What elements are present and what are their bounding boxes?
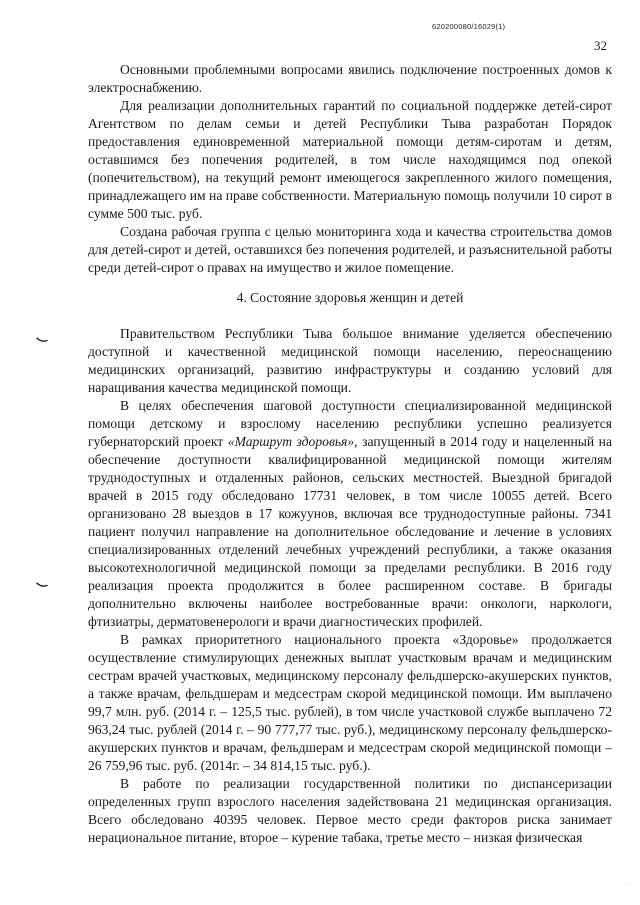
margin-tick-mark	[36, 337, 48, 343]
paragraph-text: , запущенный в 2014 году и нацеленный на обеспечение доступности квалифицированной медицинской помощи жителям труднодоступных и отдаленных районов, сельских местностей. Выездной бригадой врачей в 2015 году обследовано 17731 человек, в том числе 10055 детей. Всего организовано 28 выездов в 17 кожуунов, включая все труднодоступные районы. 7341 пациент получил направление на дополнительное обследование и лечение в условиях специализированных отделений лечебных учреждений республики, а также оказания высокотехнологичной медицинской помощи за пределами республики. В 2016 году реализация проекта продолжится в более расширенном составе. В бригады дополнительно включены наиболее востребованные врачи: онкологи, наркологи, фтизиатры, дерматовенерологи и врачи диагностических профилей.	[88, 434, 612, 629]
paragraph-text: В целях обеспечения шаговой доступности специализированной медицинской помощи детскому и взрослому населению республики успешно реализуется губернаторский проект	[88, 398, 612, 449]
paragraph: Для реализации дополнительных гарантий по социальной поддержке детей-сирот Агентством по делам семьи и детей Республики Тыва разработан Порядок предоставления единовременной материальной помощи детям-сиротам и детям, оставшимся без попечения родителей, в том числе находящимся под опекой (попечительством), на текущий ремонт имеющегося закрепленного жилого помещения, принадлежащего им на праве собственности. Материальную помощь получили 10 сирот в сумме 500 тыс. руб.	[88, 98, 612, 221]
project-name: «Маршрут здоровья»	[227, 434, 355, 449]
paragraph: Создана рабочая группа с целью мониторинга хода и качества строительства домов для детей-сирот и детей, оставшихся без попечения родителей, и разъяснительной работы среди детей-сирот о правах на имущество и жилое помещение.	[88, 224, 612, 275]
paragraph: В рамках приоритетного национального проекта «Здоровье» продолжается осуществление стимулирующих денежных выплат участковым врачам и медицинским сестрам врачей участковых, медицинскому персоналу фельдшерско-акушерских пунктов, а также врачам, фельдшерам и медсестрам скорой медицинской помощи. Им выплачено 99,7 млн. руб. (2014 г. – 125,5 тыс. рублей), в том числе участковой службе выплачено 72 963,24 тыс. рублей (2014 г. – 90 777,77 тыс. руб.), медицинскому персоналу фельдшерско-акушерских пунктов и врачам, фельдшерам и медсестрам скорой медицинской помощи – 26 759,96 тыс. руб. (2014г. – 34 814,15 тыс. руб.).	[88, 632, 612, 773]
section-heading: 4. Состояние здоровья женщин и детей	[236, 290, 464, 305]
document-body	[88, 61, 612, 847]
document-code: 620200080/16029(1)	[432, 22, 506, 31]
paragraph: Правительством Республики Тыва большое внимание уделяется обеспечению доступной и качественной медицинской помощи населению, переоснащению медицинских организаций, развитию инфраструктуры и созданию условий для наращивания качества медицинской помощи.	[88, 326, 612, 395]
paragraph: В работе по реализации государственной политики по диспансеризации определенных групп взрослого населения задействована 21 медицинская организация. Всего обследовано 40395 человек. Первое место среди факторов риска занимает нерациональное питание, второе – курение табака, третье место – низкая физическая	[88, 776, 612, 845]
paragraph: Основными проблемными вопросами явились подключение построенных домов к электроснабжению.	[88, 62, 612, 95]
page-number: 32	[594, 38, 607, 53]
margin-tick-mark	[36, 582, 48, 588]
paragraph	[88, 397, 612, 631]
scan-dots: · ·	[626, 882, 632, 888]
